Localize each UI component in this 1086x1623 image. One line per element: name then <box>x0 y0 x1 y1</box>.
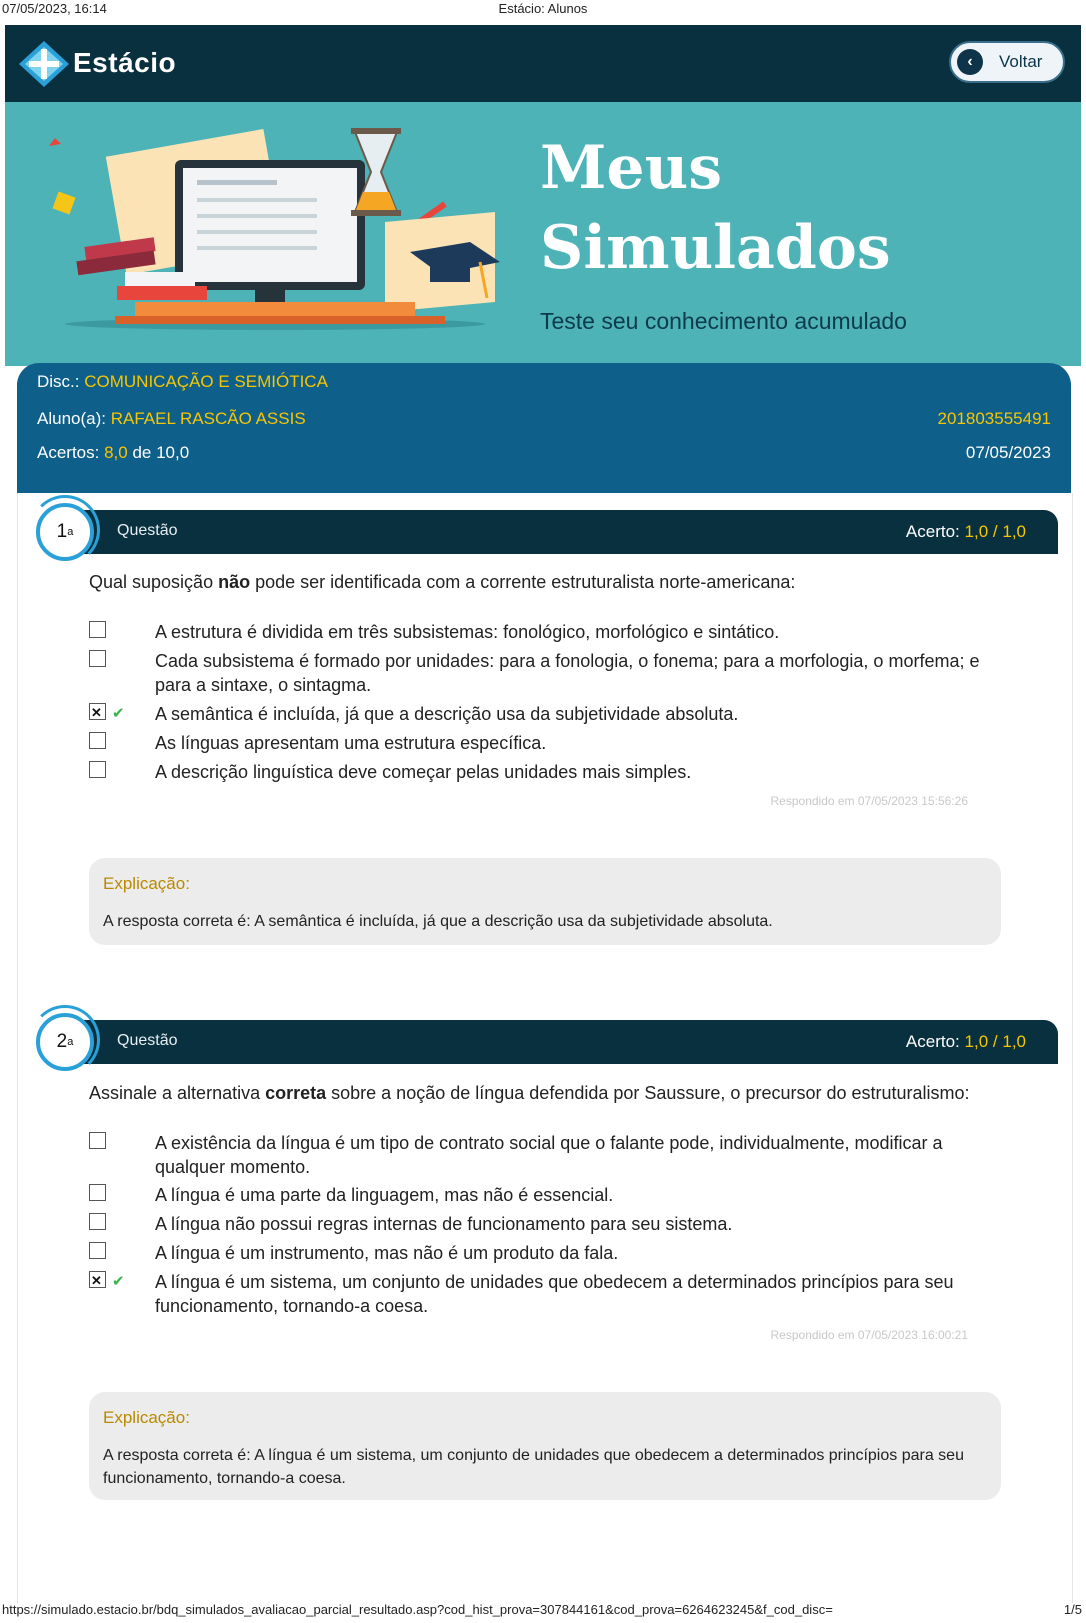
score-max: 1,0 <box>1002 1032 1026 1051</box>
answer-option-text: A descrição linguística deve começar pelas unidades mais simples. <box>155 762 692 782</box>
question-text-emphasis: não <box>218 572 251 592</box>
score-separator: / <box>992 522 998 541</box>
question-number: 2 <box>56 1031 68 1052</box>
question-text-part: pode ser identificada com a corrente estruturalista norte-americana: <box>250 572 796 592</box>
score-row <box>37 443 189 463</box>
print-title: Estácio: Alunos <box>498 1 588 16</box>
checkbox-checked[interactable] <box>89 1271 106 1288</box>
study-illustration <box>25 102 525 366</box>
print-footer <box>0 1600 1086 1623</box>
score-value: 8,0 <box>104 443 128 462</box>
explanation-text: A resposta correta é: A língua é um sistema, um conjunto de unidades que obedecem a determinados princípios para seu funcionamento, tornando-a coesa. <box>103 1447 964 1487</box>
back-button[interactable] <box>949 41 1065 83</box>
answer-option-text: A estrutura é dividida em três subsistemas: fonológico, morfológico e sintático. <box>155 622 780 642</box>
exam-date: 07/05/2023 <box>965 443 1051 462</box>
score-label: Acerto: <box>905 522 960 541</box>
question-score <box>906 522 1026 542</box>
explanation-title: Explicação: <box>103 1408 190 1427</box>
question-label: Questão <box>117 522 178 539</box>
checkbox[interactable] <box>89 732 106 749</box>
explanation-title: Explicação: <box>103 874 190 893</box>
answer-option-text: A língua é uma parte da linguagem, mas não é essencial. <box>155 1185 614 1205</box>
checkbox[interactable] <box>89 621 106 638</box>
question-text-part: Qual suposição <box>89 572 219 592</box>
question-number-sup: a <box>67 1036 74 1048</box>
checkbox-checked[interactable] <box>89 703 106 720</box>
score-label: Acertos: <box>37 443 100 462</box>
top-bar <box>5 25 1081 102</box>
question-number-badge <box>36 1013 94 1071</box>
question-label: Questão <box>117 1032 178 1049</box>
answer-option-text: A semântica é incluída, já que a descrição usa da subjetividade absoluta. <box>155 704 739 724</box>
student-row <box>37 409 306 429</box>
explanation-box <box>89 858 1001 945</box>
correct-check-icon: ✔ <box>112 705 125 722</box>
explanation-text: A resposta correta é: A semântica é incluída, já que a descrição usa da subjetividade absoluta. <box>103 913 773 930</box>
page-url: https://simulado.estacio.br/bdq_simulados_avaliacao_parcial_resultado.asp?cod_hist_prova=307844161&cod_prova=6264623245&f_cod_disc= <box>2 1602 833 1617</box>
question-number-sup: a <box>67 526 74 538</box>
answer-option-text: A língua é um instrumento, mas não é um produto da fala. <box>155 1243 619 1263</box>
answer-option-text: Cada subsistema é formado por unidades: para a fonologia, o fonema; para a morfologia, o morfema; e para a sintaxe, o sintagma. <box>155 651 980 695</box>
score-total: de 10,0 <box>132 443 190 462</box>
question-text-part: Assinale a alternativa <box>89 1083 266 1103</box>
answered-timestamp: Respondido em 07/05/2023 16:00:21 <box>770 1328 968 1342</box>
checkbox[interactable] <box>89 1132 106 1149</box>
hero-title <box>540 128 891 288</box>
student-label: Aluno(a): <box>37 409 106 428</box>
score-obtained: 1,0 <box>964 522 989 541</box>
score-label: Acerto: <box>905 1032 960 1051</box>
question-text <box>89 572 1049 593</box>
brand-name: Estácio <box>73 47 177 78</box>
checkbox[interactable] <box>89 1242 106 1259</box>
page-number: 1/5 <box>1063 1602 1082 1617</box>
print-date: 07/05/2023, 16:14 <box>2 1 107 16</box>
correct-check-icon: ✔ <box>112 1273 125 1290</box>
chevron-left-icon: ‹ <box>957 49 983 75</box>
question-text <box>89 1083 1049 1104</box>
discipline-row <box>37 372 328 392</box>
question-score <box>906 1032 1026 1052</box>
question-header <box>83 510 1058 554</box>
question-text-emphasis: correta <box>265 1083 327 1103</box>
discipline-value: COMUNICAÇÃO E SEMIÓTICA <box>84 372 328 391</box>
question-number-badge <box>36 503 94 561</box>
checkbox[interactable] <box>89 650 106 667</box>
student-name: RAFAEL RASCÃO ASSIS <box>110 409 306 428</box>
question-number: 1 <box>56 521 68 542</box>
explanation-box <box>89 1392 1001 1500</box>
student-id: 201803555491 <box>937 409 1051 428</box>
question-header <box>83 1020 1058 1064</box>
back-button-label: Voltar <box>999 52 1043 71</box>
checkbox[interactable] <box>89 1213 106 1230</box>
estacio-logo-icon <box>17 39 71 89</box>
hero-title-line2: Simulados <box>540 213 891 283</box>
answer-option-text: A existência da língua é um tipo de contrato social que o falante pode, individualmente, modificar a qualquer momento. <box>155 1133 943 1177</box>
answered-timestamp: Respondido em 07/05/2023 15:56:26 <box>770 794 968 808</box>
hero-title-line1: Meus <box>540 133 722 203</box>
score-max: 1,0 <box>1002 522 1026 541</box>
checkbox[interactable] <box>89 1184 106 1201</box>
checkbox[interactable] <box>89 761 106 778</box>
score-obtained: 1,0 <box>964 1032 989 1051</box>
answer-option-text: As línguas apresentam uma estrutura específica. <box>155 733 547 753</box>
student-info-panel <box>17 363 1071 493</box>
question-text-part: sobre a noção de língua defendida por Saussure, o precursor do estruturalismo: <box>326 1083 970 1103</box>
discipline-label: Disc.: <box>37 372 80 391</box>
print-header <box>0 0 1086 18</box>
hero-subtitle: Teste seu conhecimento acumulado <box>540 308 907 334</box>
answer-option-text: A língua é um sistema, um conjunto de unidades que obedecem a determinados princípios para seu funcionamento, tornando-a coesa. <box>155 1272 954 1316</box>
score-separator: / <box>992 1032 998 1051</box>
hero-banner <box>5 102 1081 366</box>
answer-option-text: A língua não possui regras internas de funcionamento para seu sistema. <box>155 1214 733 1234</box>
results-body <box>17 493 1073 1603</box>
